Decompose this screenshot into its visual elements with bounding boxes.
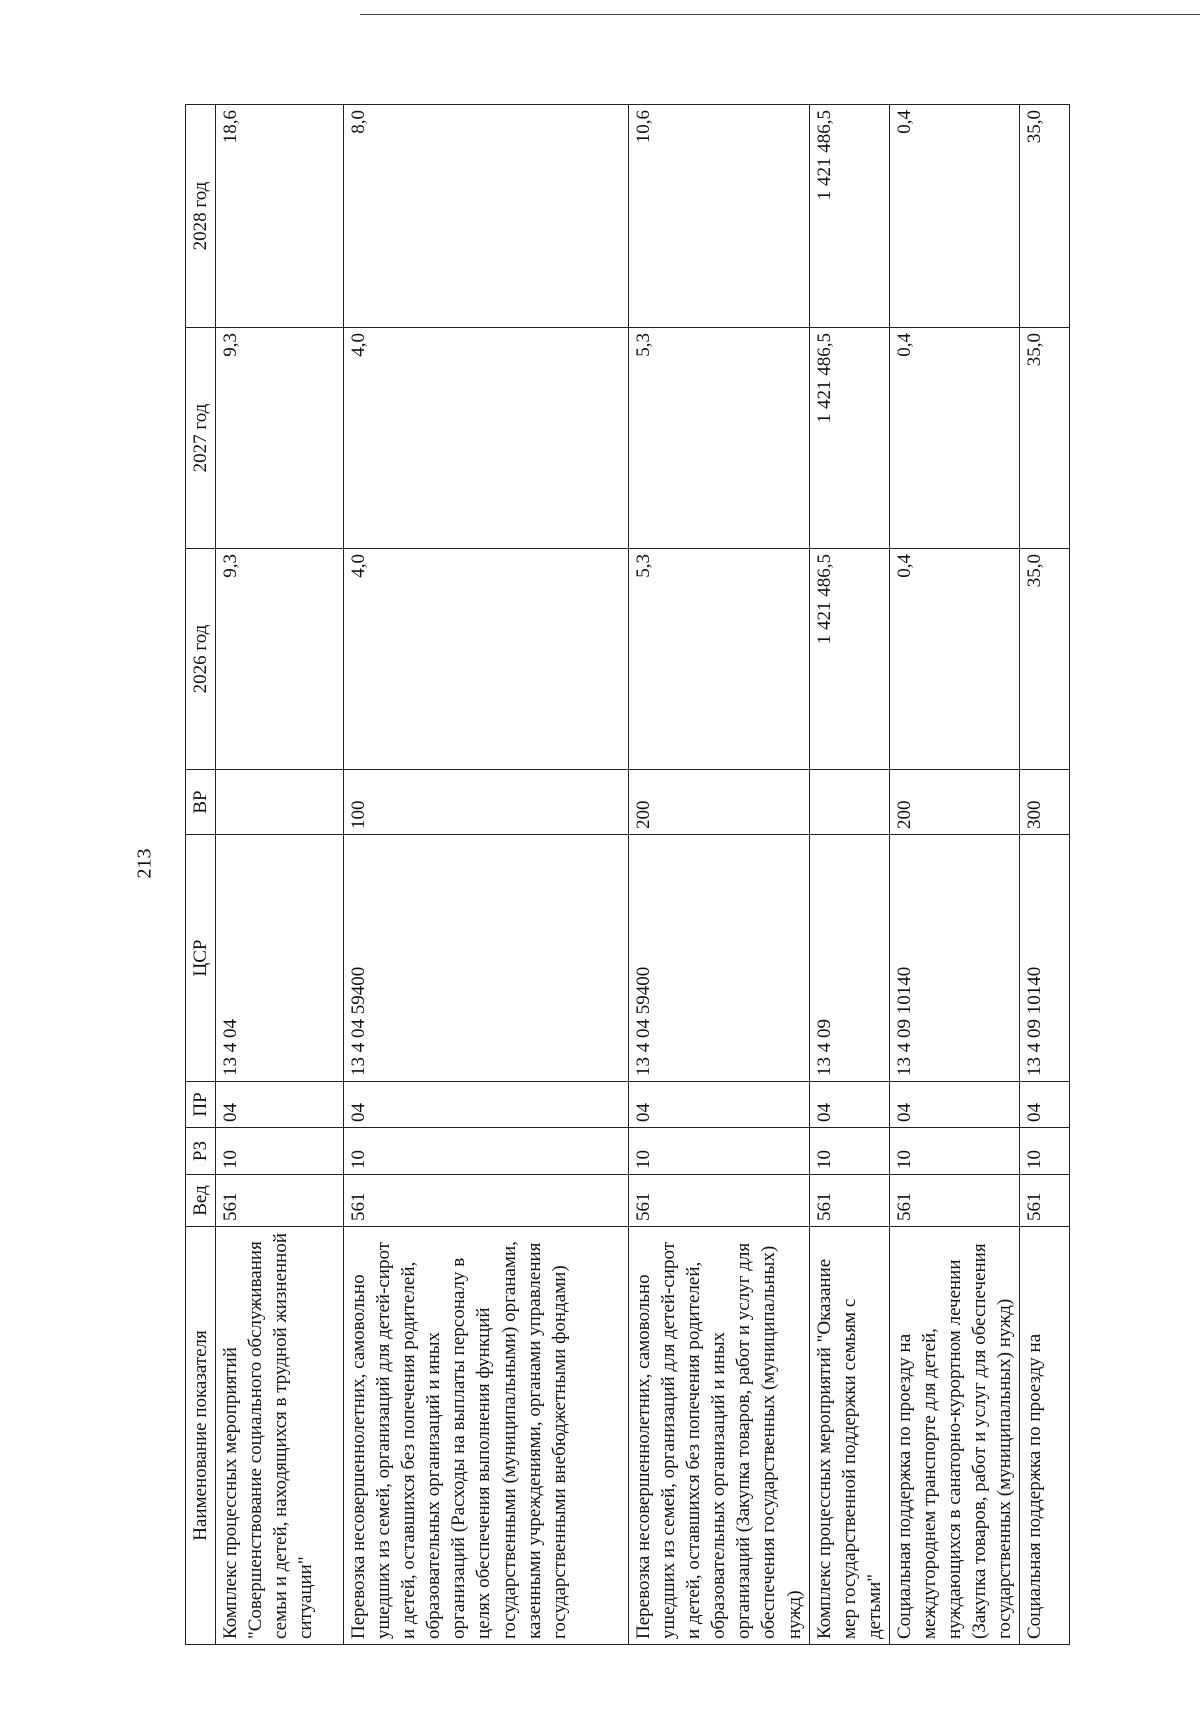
cell-2027: 0,4: [889, 328, 1019, 549]
header-ved: Вед: [186, 1175, 216, 1227]
cell-csr: 13 4 04: [216, 835, 344, 1082]
cell-2027: 9,3: [216, 328, 344, 549]
cell-rz: 10: [344, 1128, 629, 1175]
cell-pr: 04: [629, 1082, 810, 1128]
cell-name: Перевозка несовершеннолетних, самовольно ушедших из семей, организаций для детей-сирот и детей, оставшихся без попечения родителей, образовательных организаций и иных организаций (Закупка товаров, работ и услуг для обеспечения государственных (муниципальных) нужд): [629, 1227, 810, 1645]
cell-pr: 04: [216, 1082, 344, 1128]
table-row: [629, 105, 810, 1645]
cell-name: Социальная поддержка по проезду на междугороднем транспорте для детей, нуждающихся в санаторно-курортном лечении (Закупка товаров, работ и услуг для обеспечения государственных (муниципальных) нужд): [889, 1227, 1019, 1645]
cell-2028: 1 421 486,5: [809, 105, 889, 328]
cell-2026: 4,0: [344, 549, 629, 770]
scan-top-line: [360, 14, 1200, 15]
cell-vr: 100: [344, 770, 629, 835]
header-pr: ПР: [186, 1082, 216, 1128]
cell-2028: 10,6: [629, 105, 810, 328]
cell-ved: 561: [344, 1175, 629, 1227]
cell-name: Социальная поддержка по проезду на: [1020, 1227, 1070, 1645]
cell-2026: 1 421 486,5: [809, 549, 889, 770]
cell-2028: 35,0: [1020, 105, 1070, 328]
table-row: [344, 105, 629, 1645]
cell-ved: 561: [216, 1175, 344, 1227]
cell-csr: 13 4 09: [809, 835, 889, 1082]
cell-vr: 200: [629, 770, 810, 835]
cell-2026: 0,4: [889, 549, 1019, 770]
cell-vr: 200: [889, 770, 1019, 835]
table-container: [185, 105, 1046, 1645]
cell-vr: [809, 770, 889, 835]
header-2027: 2027 год: [186, 328, 216, 549]
cell-csr: 13 4 04 59400: [344, 835, 629, 1082]
cell-rz: 10: [216, 1128, 344, 1175]
cell-rz: 10: [1020, 1128, 1070, 1175]
cell-ved: 561: [1020, 1175, 1070, 1227]
header-vr: ВР: [186, 770, 216, 835]
cell-2028: 18,6: [216, 105, 344, 328]
cell-2026: 35,0: [1020, 549, 1070, 770]
cell-2026: 9,3: [216, 549, 344, 770]
cell-2026: 5,3: [629, 549, 810, 770]
cell-pr: 04: [889, 1082, 1019, 1128]
cell-2028: 0,4: [889, 105, 1019, 328]
header-2028: 2028 год: [186, 105, 216, 328]
cell-pr: 04: [809, 1082, 889, 1128]
page-number: 213: [133, 848, 156, 879]
cell-vr: [216, 770, 344, 835]
budget-table: [185, 104, 1070, 1645]
cell-ved: 561: [809, 1175, 889, 1227]
cell-ved: 561: [889, 1175, 1019, 1227]
cell-name: Перевозка несовершеннолетних, самовольно ушедших из семей, организаций для детей-сирот и детей, оставшихся без попечения родителей, образовательных организаций и иных организаций (Расходы на выплаты персоналу в целях обеспечения выполнения функций государственными (муниципальными) органами, казенными учреждениями, органами управления государственными внебюджетными фондами): [344, 1227, 629, 1645]
cell-rz: 10: [629, 1128, 810, 1175]
cell-name: Комплекс процессных мероприятий "Совершенствование социального обслуживания семьи и детей, находящихся в трудной жизненной ситуации": [216, 1227, 344, 1645]
table-row: [216, 105, 344, 1645]
table-row: [1020, 105, 1070, 1645]
cell-rz: 10: [809, 1128, 889, 1175]
cell-csr: 13 4 09 10140: [1020, 835, 1070, 1082]
cell-csr: 13 4 09 10140: [889, 835, 1019, 1082]
cell-2027: 1 421 486,5: [809, 328, 889, 549]
cell-name: Комплекс процессных мероприятий "Оказание мер государственной поддержки семьям с детьми": [809, 1227, 889, 1645]
cell-vr: 300: [1020, 770, 1070, 835]
header-rz: РЗ: [186, 1128, 216, 1175]
header-name: Наименование показателя: [186, 1227, 216, 1645]
cell-2027: 35,0: [1020, 328, 1070, 549]
cell-csr: 13 4 04 59400: [629, 835, 810, 1082]
cell-2028: 8,0: [344, 105, 629, 328]
table-row: [889, 105, 1019, 1645]
cell-2027: 5,3: [629, 328, 810, 549]
cell-ved: 561: [629, 1175, 810, 1227]
cell-rz: 10: [889, 1128, 1019, 1175]
table-header-row: [186, 105, 216, 1645]
table-row: [809, 105, 889, 1645]
cell-pr: 04: [1020, 1082, 1070, 1128]
cell-pr: 04: [344, 1082, 629, 1128]
cell-2027: 4,0: [344, 328, 629, 549]
header-2026: 2026 год: [186, 549, 216, 770]
header-csr: ЦСР: [186, 835, 216, 1082]
